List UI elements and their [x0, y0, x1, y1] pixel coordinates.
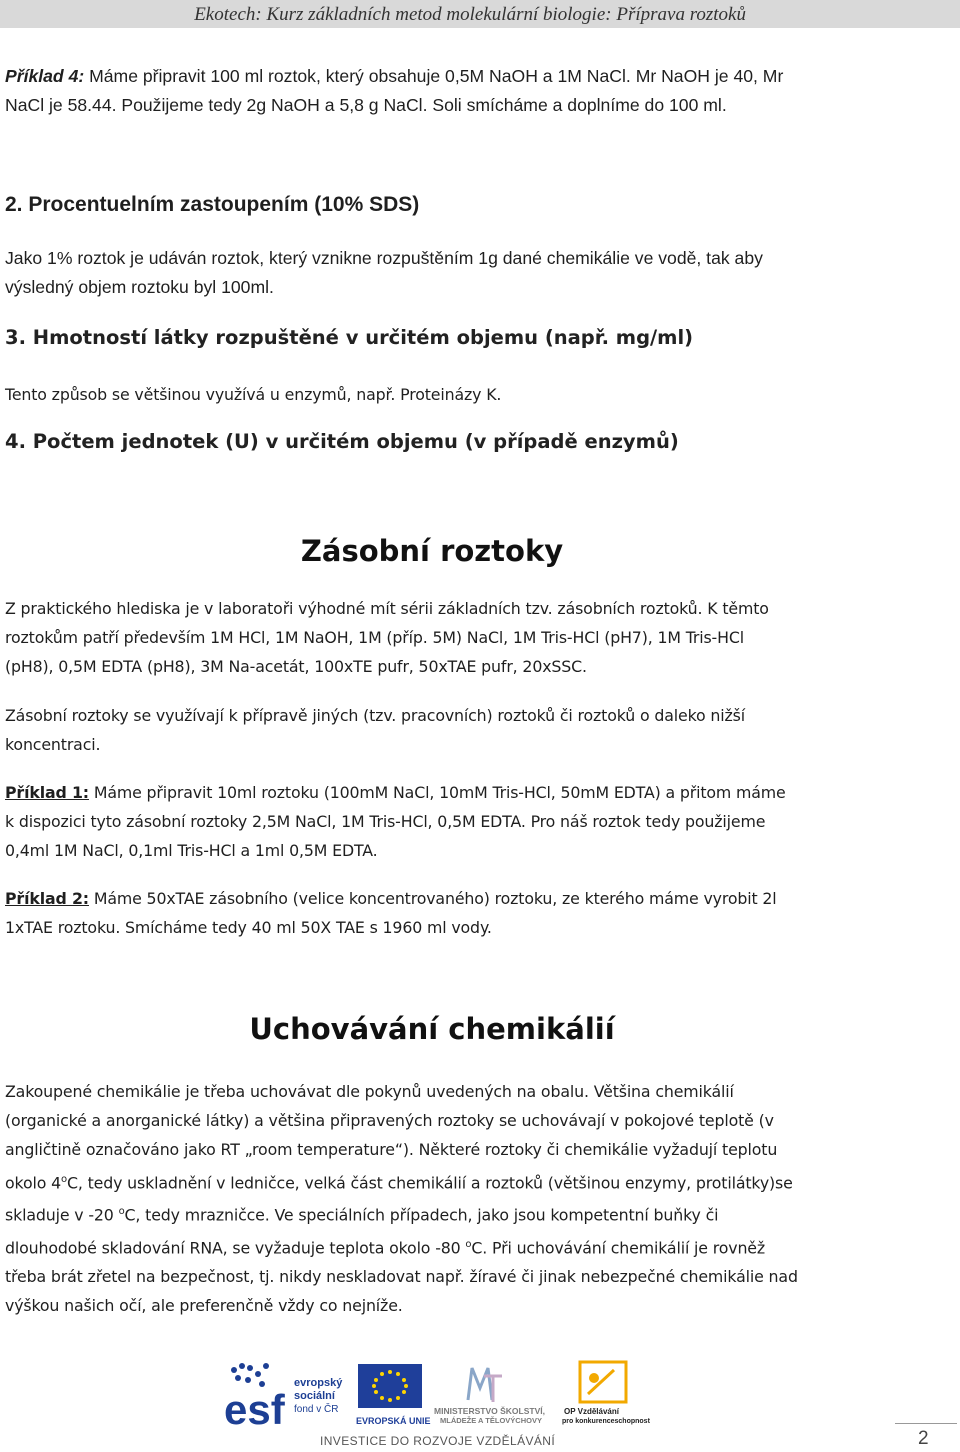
storage-line5-b: C, tedy mrazničce. Ve speciálních případech, jako jsou kompetentní buňky či — [124, 1205, 719, 1225]
stock-paragraph-1 — [5, 594, 955, 682]
storage-line2: (organické a anorganické látky) a většina připravených roztoky se uchovávají v pokojové teplotě (v — [5, 1111, 774, 1131]
storage-line4-a: okolo 4 — [5, 1172, 61, 1192]
storage-line6-a: dlouhodobé skladování RNA, se vyžaduje teplota okolo -80 — [5, 1237, 466, 1257]
stock-example-1-line3: 0,4ml 1M NaCl, 0,1ml Tris-HCl a 1ml 0,5M EDTA. — [5, 841, 378, 861]
stock-example-2-line1: Máme 50xTAE zásobního (velice koncentrovaného) roztoku, ze kterého máme vyrobit 2l — [88, 889, 777, 908]
op-logo-icon — [580, 1362, 626, 1402]
esf-text-1: evropský — [294, 1377, 343, 1389]
stock-p2-line2: koncentraci. — [5, 735, 101, 755]
esf-text-3: fond v ČR — [294, 1404, 339, 1415]
storage-paragraph — [5, 1077, 955, 1320]
storage-line3: angličtině označováno jako RT „room temperature“). Některé roztoky či chemikálie vyžadují teplotu — [5, 1140, 778, 1160]
page-number: 2 — [918, 1428, 929, 1449]
storage-line4 — [5, 1165, 955, 1197]
degree-sup: o — [61, 1173, 67, 1185]
footer-rule — [895, 1423, 957, 1424]
running-header — [0, 0, 960, 28]
eu-flag-icon — [358, 1364, 422, 1408]
op-text-2: pro konkurenceschopnost — [562, 1418, 650, 1425]
example-4-paragraph — [5, 62, 955, 120]
stock-example-1-label: Příklad 1: — [5, 783, 89, 802]
degree-sup: o — [118, 1206, 125, 1218]
section-2-heading: 2. Procentuelním zastoupením (10% SDS) — [5, 193, 420, 216]
degree-sup: o — [465, 1238, 472, 1250]
stock-solutions-title: Zásobní roztoky — [300, 534, 564, 568]
svg-text:esf: esf — [224, 1386, 285, 1433]
example-4-text-line2: NaCl je 58.44. Použijeme tedy 2g NaOH a 5,8 g NaCl. Soli smícháme a doplníme do 100 ml. — [5, 95, 727, 116]
esf-text-2: sociální — [294, 1390, 335, 1402]
stock-paragraph-2 — [5, 701, 955, 759]
storage-line5 — [5, 1197, 955, 1229]
storage-line7: třeba brát zřetel na bezpečnost, tj. nikdy neskladovat např. žíravé či jinak nebezpečné chemikálie nad — [5, 1267, 798, 1287]
storage-line6 — [5, 1230, 955, 1262]
storage-line4-b: C, tedy uskladnění v ledničce, velká část chemikálií a roztoků (většinou enzymy, protilátky)se — [66, 1172, 793, 1192]
section-2-line1: Jako 1% roztok je udáván roztok, který vznikne rozpuštěním 1g dané chemikálie ve vodě, tak aby — [5, 248, 763, 268]
storage-line6-b: C. Při uchovávání chemikálií je rovněž — [471, 1237, 766, 1257]
footer-logos — [222, 1356, 652, 1452]
example-4-text-line1: Máme připravit 100 ml roztok, který obsahuje 0,5M NaOH a 1M NaCl. Mr NaOH je 40, Mr — [84, 66, 784, 86]
stock-example-1 — [5, 778, 955, 866]
esf-logo-icon — [224, 1363, 286, 1433]
stock-p1-line2: roztokům patří především 1M HCl, 1M NaOH, 1M (příp. 5M) NaCl, 1M Tris-HCl (pH7), 1M Tris-HCl — [5, 628, 744, 648]
section-2-line2: výsledný objem roztoku byl 100ml. — [5, 277, 274, 298]
eu-label: EVROPSKÁ UNIE — [356, 1416, 431, 1426]
msmt-logo-icon — [468, 1368, 502, 1402]
example-4-label: Příklad 4: — [5, 66, 85, 86]
msmt-text-1: MINISTERSTVO ŠKOLSTVÍ, — [434, 1406, 545, 1416]
msmt-text-2: MLÁDEŽE A TĚLOVÝCHOVY — [440, 1416, 542, 1425]
op-text-1: OP Vzdělávání — [564, 1407, 619, 1416]
stock-example-1-line1: Máme připravit 10ml roztoku (100mM NaCl, 10mM Tris-HCl, 50mM EDTA) a přitom máme — [88, 783, 786, 802]
section-3-line: Tento způsob se většinou využívá u enzymů, např. Proteinázy K. — [5, 385, 502, 404]
section-4-heading: 4. Počtem jednotek (U) v určitém objemu (v případě enzymů) — [5, 430, 679, 453]
stock-example-2-label: Příklad 2: — [5, 889, 89, 908]
section-2-paragraph — [5, 244, 955, 302]
footer-slogan: INVESTICE DO ROZVOJE VZDĚLÁVÁNÍ — [320, 1434, 556, 1448]
section-3-text — [5, 380, 955, 409]
stock-example-2-line2: 1xTAE roztoku. Smícháme tedy 40 ml 50X TAE s 1960 ml vody. — [5, 918, 492, 938]
storage-line8: výškou našich očí, ale preferenčně vždy co nejníže. — [5, 1296, 403, 1316]
stock-p1-line3: (pH8), 0,5M EDTA (pH8), 3M Na-acetát, 100xTE pufr, 50xTAE pufr, 20xSSC. — [5, 657, 587, 677]
stock-p2-line1: Zásobní roztoky se využívají k přípravě jiných (tzv. pracovních) roztoků či roztoků o daleko nižší — [5, 706, 745, 725]
stock-example-1-line2: k dispozici tyto zásobní roztoky 2,5M NaCl, 1M Tris-HCl, 0,5M EDTA. Pro náš roztok tedy použijeme — [5, 812, 766, 832]
header-title: Ekotech: Kurz základních metod molekulární biologie: Příprava roztoků — [194, 4, 746, 25]
stock-example-2 — [5, 884, 955, 942]
section-3-heading: 3. Hmotností látky rozpuštěné v určitém objemu (např. mg/ml) — [5, 326, 694, 349]
storage-line1: Zakoupené chemikálie je třeba uchovávat dle pokynů uvedených na obalu. Většina chemikálií — [5, 1082, 734, 1101]
storage-title: Uchovávání chemikálií — [249, 1012, 615, 1046]
storage-line5-a: skladuje v -20 — [5, 1205, 119, 1225]
stock-p1-line1: Z praktického hlediska je v laboratoři výhodné mít sérii základních tzv. zásobních roztoků. K těmto — [5, 599, 769, 618]
